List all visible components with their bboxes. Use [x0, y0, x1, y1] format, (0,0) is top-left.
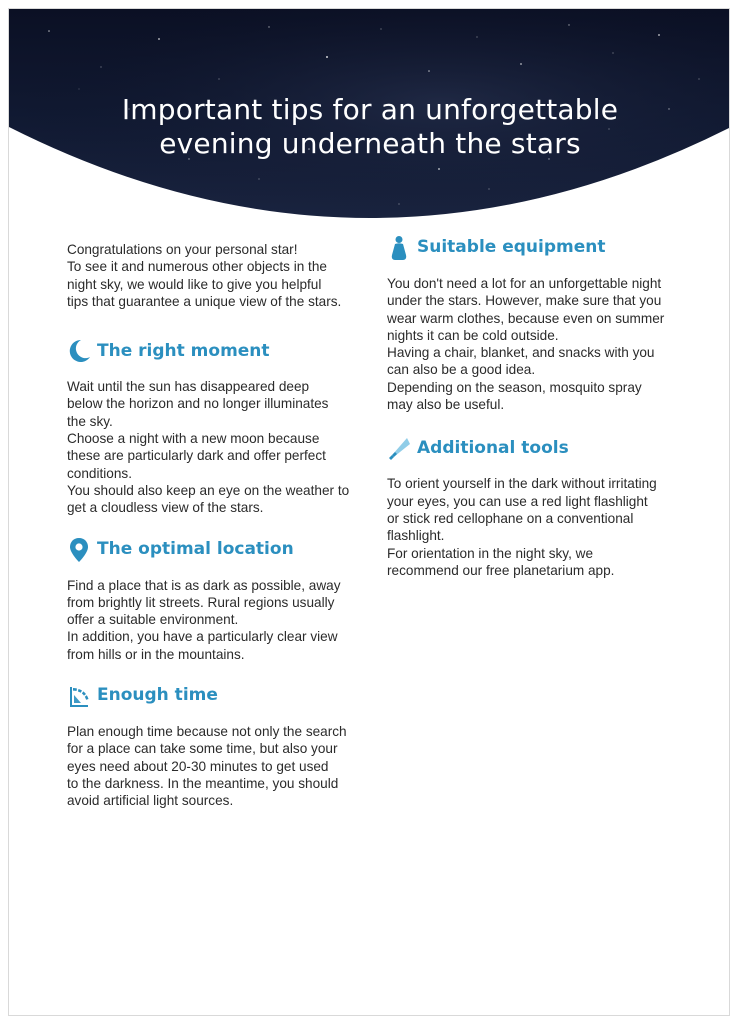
body-line: for a place can take some time, but also your: [67, 741, 338, 757]
body-line: Find a place that is as dark as possible, away: [67, 577, 341, 593]
body-line: may also be useful.: [387, 397, 505, 413]
section-heading: [387, 435, 687, 461]
body-line: can also be a good idea.: [387, 362, 536, 378]
body-line: Depending on the season, mosquito spray: [387, 379, 642, 395]
section-body: [387, 275, 687, 413]
timer-arc-icon: [67, 683, 91, 709]
section-heading: [67, 338, 367, 364]
body-line: In addition, you have a particularly clear view: [67, 629, 338, 645]
body-line: from hills or in the mountains.: [67, 646, 245, 662]
body-line: Having a chair, blanket, and snacks with you: [387, 345, 655, 361]
body-line: Wait until the sun has disappeared deep: [67, 379, 310, 395]
body-line: or stick red cellophane on a conventional: [387, 510, 634, 526]
body-line: under the stars. However, make sure that you: [387, 293, 662, 309]
intro-line: tips that guarantee a unique view of the stars.: [67, 293, 342, 309]
crescent-moon-icon: [67, 338, 91, 364]
section-enough-time: [67, 683, 367, 809]
body-line: You don't need a lot for an unforgettable night: [387, 276, 662, 291]
document-page: [8, 8, 730, 1016]
intro-line: To see it and numerous other objects in the: [67, 259, 327, 275]
body-line: offer a suitable environment.: [67, 612, 239, 628]
body-line: Choose a night with a new moon because: [67, 431, 320, 447]
body-line: nights it can be cold outside.: [387, 327, 559, 343]
body-line: recommend our free planetarium app.: [387, 562, 615, 578]
section-title: Suitable equipment: [417, 237, 606, 258]
body-line: the sky.: [67, 413, 113, 429]
body-line: wear warm clothes, because even on summer: [387, 310, 665, 326]
section-body: [67, 723, 367, 809]
body-line: your eyes, you can use a red light flashlight: [387, 493, 648, 509]
map-pin-icon: [67, 537, 91, 563]
section-optimal-location: [67, 537, 367, 663]
section-body: [387, 475, 687, 579]
body-line: Plan enough time because not only the search: [67, 724, 347, 740]
body-line: get a cloudless view of the stars.: [67, 500, 264, 516]
title-line-2: evening underneath the stars: [159, 127, 581, 160]
body-line: these are particularly dark and offer perfect: [67, 448, 326, 464]
section-heading: [67, 537, 367, 563]
body-line: avoid artificial light sources.: [67, 793, 234, 809]
body-line: You should also keep an eye on the weather to: [67, 482, 350, 498]
body-line: flashlight.: [387, 528, 445, 544]
section-heading: [67, 683, 367, 709]
body-line: below the horizon and no longer illuminates: [67, 396, 329, 412]
person-warm-clothes-icon: [387, 235, 411, 261]
body-line: To orient yourself in the dark without irritating: [387, 476, 657, 492]
section-title: Additional tools: [417, 437, 569, 458]
section-title: Enough time: [97, 685, 218, 706]
page-title: [9, 93, 730, 161]
section-additional-tools: [387, 435, 687, 579]
body-line: to the darkness. In the meantime, you should: [67, 775, 339, 791]
body-line: conditions.: [67, 465, 132, 481]
intro-line: Congratulations on your personal star!: [67, 242, 298, 257]
night-sky-header: [9, 9, 730, 224]
intro-line: night sky, we would like to give you helpful: [67, 276, 322, 292]
body-line: from brightly lit streets. Rural regions usually: [67, 594, 335, 610]
body-line: eyes need about 20-30 minutes to get used: [67, 758, 329, 774]
section-heading: [387, 235, 687, 261]
section-title: The right moment: [97, 340, 270, 361]
flashlight-beam-icon: [387, 435, 411, 461]
left-column: [67, 241, 367, 810]
section-suitable-equipment: [387, 235, 687, 413]
title-line-1: Important tips for an unforgettable: [121, 93, 619, 126]
section-body: [67, 577, 367, 663]
body-line: For orientation in the night sky, we: [387, 545, 594, 561]
intro-paragraph: [67, 241, 367, 310]
section-body: [67, 378, 367, 516]
section-title: The optimal location: [97, 538, 294, 559]
right-column: [387, 235, 687, 579]
section-right-moment: [67, 338, 367, 516]
